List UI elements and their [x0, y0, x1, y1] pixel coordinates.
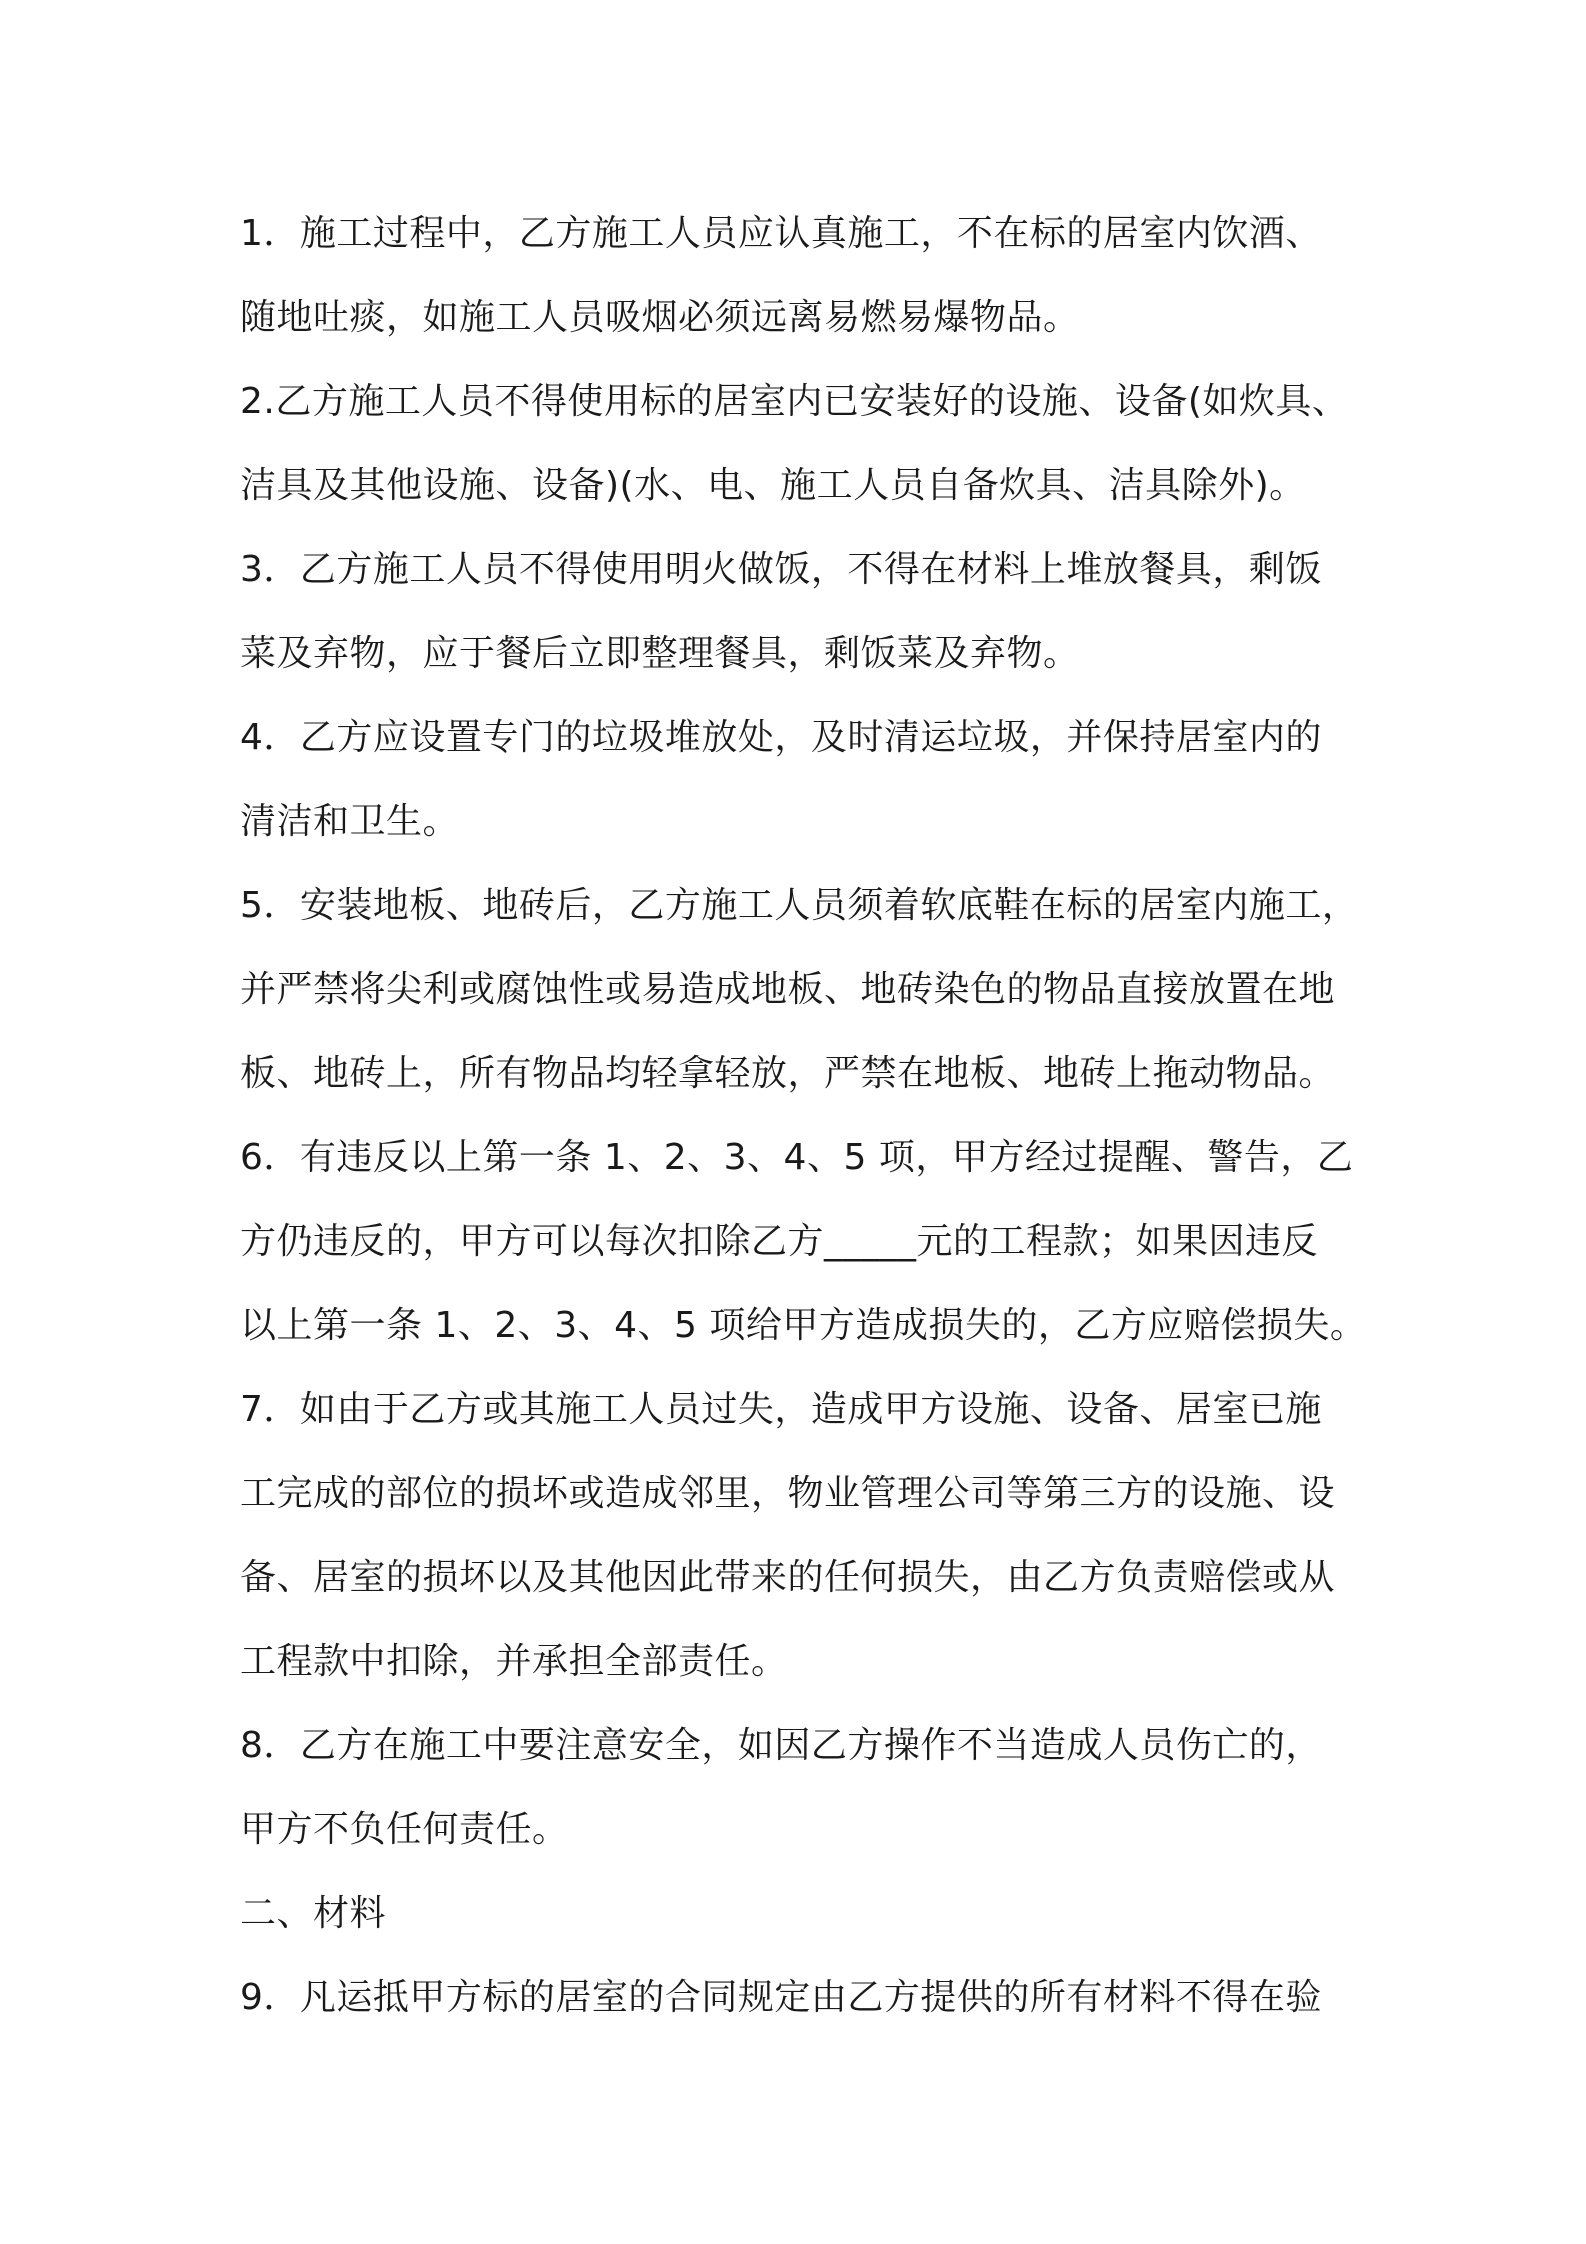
text-line: 8．乙方在施工中要注意安全，如因乙方操作不当造成人员伤亡的，	[240, 1725, 1322, 1766]
text-line: 洁具及其他设施、设备)(水、电、施工人员自备炊具、洁具除外)。	[240, 465, 1306, 506]
text-line: 随地吐痰，如施工人员吸烟必须远离易燃易爆物品。	[240, 297, 1080, 338]
text-line: 3．乙方施工人员不得使用明火做饭，不得在材料上堆放餐具，剩饭	[240, 549, 1322, 590]
text-line: 工完成的部位的损坏或造成邻里，物业管理公司等第三方的设施、设	[240, 1473, 1336, 1514]
text-line: 工程款中扣除，并承担全部责任。	[240, 1641, 788, 1682]
text-line: 4．乙方应设置专门的垃圾堆放处，及时清运垃圾，并保持居室内的	[240, 717, 1322, 758]
text-line: 5．安装地板、地砖后，乙方施工人员须着软底鞋在标的居室内施工，	[240, 885, 1359, 926]
document-body	[240, 192, 1367, 2040]
text-line: 菜及弃物，应于餐后立即整理餐具，剩饭菜及弃物。	[240, 633, 1080, 674]
text-line: 6．有违反以上第一条 1、2、3、4、5 项，甲方经过提醒、警告，乙	[240, 1137, 1354, 1178]
text-line: 以上第一条 1、2、3、4、5 项给甲方造成损失的，乙方应赔偿损失。	[240, 1305, 1367, 1346]
text-line: 方仍违反的，甲方可以每次扣除乙方_____元的工程款；如果因违反	[240, 1221, 1319, 1262]
text-line: 9．凡运抵甲方标的居室的合同规定由乙方提供的所有材料不得在验	[240, 1977, 1322, 2018]
text-line: 甲方不负任何责任。	[240, 1809, 569, 1850]
section-heading: 二、材料	[240, 1893, 387, 1934]
text-line: 板、地砖上，所有物品均轻拿轻放，严禁在地板、地砖上拖动物品。	[240, 1053, 1336, 1094]
text-line: 7．如由于乙方或其施工人员过失，造成甲方设施、设备、居室已施	[240, 1389, 1322, 1430]
text-line: 2.乙方施工人员不得使用标的居室内已安装好的设施、设备(如炊具、	[240, 381, 1349, 422]
text-line: 1．施工过程中，乙方施工人员应认真施工，不在标的居室内饮酒、	[240, 213, 1322, 254]
text-line: 并严禁将尖利或腐蚀性或易造成地板、地砖染色的物品直接放置在地	[240, 969, 1336, 1010]
text-line: 清洁和卫生。	[240, 801, 460, 842]
text-line: 备、居室的损坏以及其他因此带来的任何损失，由乙方负责赔偿或从	[240, 1557, 1336, 1598]
